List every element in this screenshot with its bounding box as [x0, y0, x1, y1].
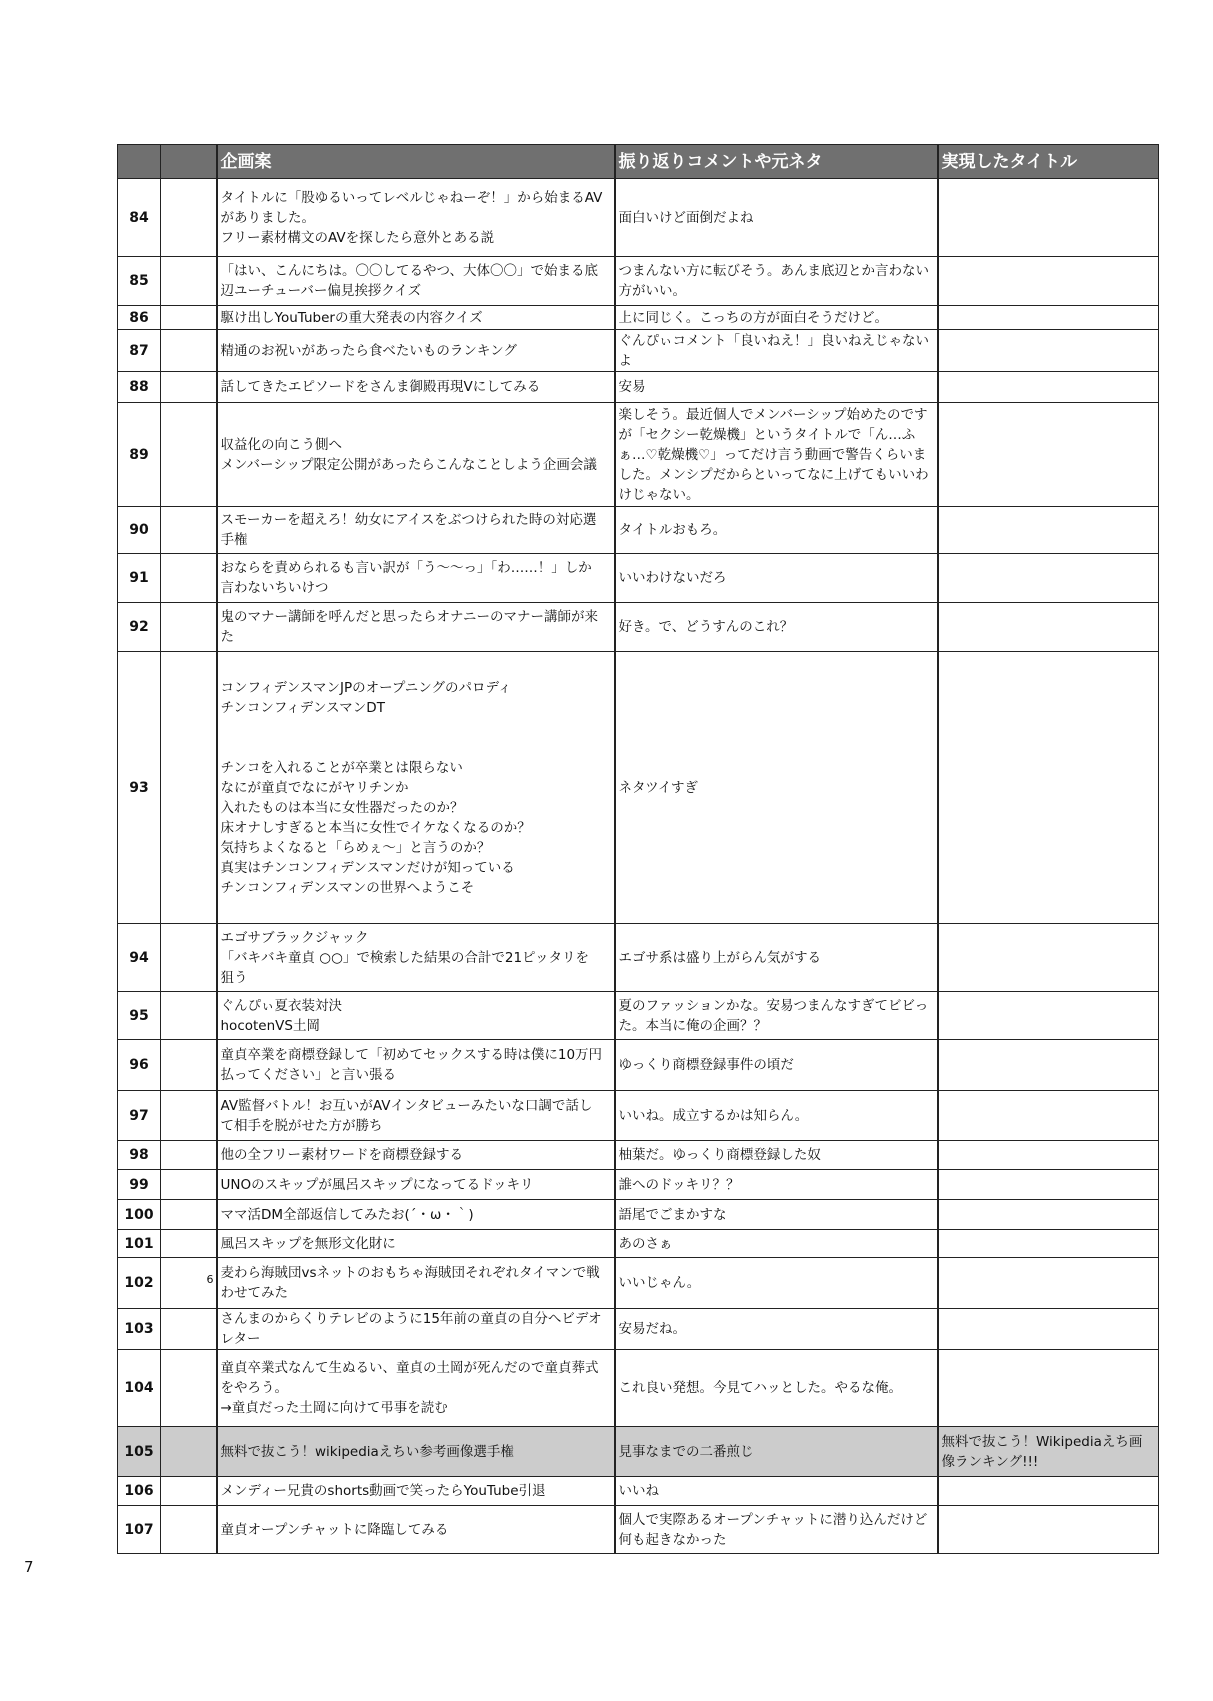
row-number: 100	[118, 1200, 161, 1230]
row-number: 84	[118, 179, 161, 257]
comment-cell: 上に同じく。こっちの方が面白そうだけど。	[615, 306, 938, 330]
plan-cell: スモーカーを超えろ！幼女にアイスをぶつけられた時の対応選 手権	[217, 507, 615, 554]
row-number: 88	[118, 372, 161, 403]
extra-cell	[161, 330, 217, 372]
title-cell	[938, 1040, 1159, 1091]
plan-cell: おならを責められるも言い訳が「う〜〜っ」「わ……！」しか 言わないちいけつ	[217, 554, 615, 603]
row-number: 92	[118, 603, 161, 652]
table-row	[118, 1258, 1159, 1309]
extra-cell	[161, 1040, 217, 1091]
plan-cell: 童貞卒業式なんて生ぬるい、童貞の土岡が死んだので童貞葬式 をやろう。 →童貞だった土岡に向けて弔事を読む	[217, 1350, 615, 1427]
table-row	[118, 1141, 1159, 1170]
plan-cell: 童貞オープンチャットに降臨してみる	[217, 1506, 615, 1554]
table-row	[118, 1350, 1159, 1427]
extra-cell	[161, 257, 217, 306]
plan-cell: 「はい、こんにちは。〇〇してるやつ、大体〇〇」で始まる底 辺ユーチューバー偏見挨拶クイズ	[217, 257, 615, 306]
extra-cell	[161, 1091, 217, 1141]
extra-cell	[161, 992, 217, 1040]
title-cell	[938, 179, 1159, 257]
row-number: 93	[118, 652, 161, 924]
plan-cell: メンディー兄貴のshorts動画で笑ったらYouTube引退	[217, 1477, 615, 1506]
title-cell	[938, 1506, 1159, 1554]
header-plan: 企画案	[217, 145, 615, 179]
row-number: 106	[118, 1477, 161, 1506]
comment-cell: いいじゃん。	[615, 1258, 938, 1309]
row-number: 105	[118, 1427, 161, 1477]
extra-cell	[161, 179, 217, 257]
row-number: 90	[118, 507, 161, 554]
plan-cell: 風呂スキップを無形文化財に	[217, 1230, 615, 1258]
comment-cell: 誰へのドッキリ？？	[615, 1170, 938, 1200]
title-cell	[938, 1258, 1159, 1309]
title-cell	[938, 403, 1159, 507]
extra-cell: 6	[161, 1258, 217, 1309]
extra-cell	[161, 652, 217, 924]
header-comment: 振り返りコメントや元ネタ	[615, 145, 938, 179]
extra-cell	[161, 603, 217, 652]
plan-cell: 駆け出しYouTuberの重大発表の内容クイズ	[217, 306, 615, 330]
ideas-table	[117, 144, 1159, 1554]
title-cell	[938, 1230, 1159, 1258]
table-row	[118, 554, 1159, 603]
comment-cell: 見事なまでの二番煎じ	[615, 1427, 938, 1477]
title-cell	[938, 1477, 1159, 1506]
table-row	[118, 179, 1159, 257]
comment-cell: 個人で実際あるオープンチャットに潜り込んだけど 何も起きなかった	[615, 1506, 938, 1554]
table-row	[118, 1309, 1159, 1350]
plan-cell: エゴサブラックジャック 「バキバキ童貞 ○○」で検索した結果の合計で21ピッタリを 狙う	[217, 924, 615, 992]
table-row	[118, 1200, 1159, 1230]
title-cell	[938, 652, 1159, 924]
plan-cell: 話してきたエピソードをさんま御殿再現Vにしてみる	[217, 372, 615, 403]
table-row	[118, 1477, 1159, 1506]
comment-cell: エゴサ系は盛り上がらん気がする	[615, 924, 938, 992]
title-cell	[938, 1170, 1159, 1200]
header-number	[118, 145, 161, 179]
title-cell	[938, 1141, 1159, 1170]
extra-cell	[161, 507, 217, 554]
plan-cell: 他の全フリー素材ワードを商標登録する	[217, 1141, 615, 1170]
comment-cell: いいね	[615, 1477, 938, 1506]
table-row	[118, 924, 1159, 992]
row-number: 102	[118, 1258, 161, 1309]
extra-cell	[161, 372, 217, 403]
plan-cell: 鬼のマナー講師を呼んだと思ったらオナニーのマナー講師が来 た	[217, 603, 615, 652]
comment-cell: ネタツイすぎ	[615, 652, 938, 924]
comment-cell: ぐんぴぃコメント「良いねえ！」良いねえじゃない よ	[615, 330, 938, 372]
plan-cell: タイトルに「股ゆるいってレベルじゃねーぞ！」から始まるAV がありました。 フリー素材構文のAVを探したら意外とある説	[217, 179, 615, 257]
extra-cell	[161, 1230, 217, 1258]
comment-cell: ゆっくり商標登録事件の頃だ	[615, 1040, 938, 1091]
title-cell	[938, 1309, 1159, 1350]
extra-cell	[161, 403, 217, 507]
title-cell	[938, 1200, 1159, 1230]
table-row	[118, 372, 1159, 403]
comment-cell: 好き。で、どうすんのこれ？	[615, 603, 938, 652]
plan-cell: ぐんぴぃ夏衣装対決 hocotenVS土岡	[217, 992, 615, 1040]
extra-cell	[161, 1506, 217, 1554]
title-cell	[938, 257, 1159, 306]
row-number: 104	[118, 1350, 161, 1427]
comment-cell: つまんない方に転びそう。あんま底辺とか言わない 方がいい。	[615, 257, 938, 306]
comment-cell: あのさぁ	[615, 1230, 938, 1258]
plan-cell: 精通のお祝いがあったら食べたいものランキング	[217, 330, 615, 372]
plan-cell: ママ活DM全部返信してみたお(´・ω・｀)	[217, 1200, 615, 1230]
table-row	[118, 1040, 1159, 1091]
extra-cell	[161, 554, 217, 603]
extra-cell	[161, 1200, 217, 1230]
row-number: 103	[118, 1309, 161, 1350]
title-cell	[938, 554, 1159, 603]
comment-cell: 夏のファッションかな。安易つまんなすぎてビビっ た。本当に俺の企画？？	[615, 992, 938, 1040]
extra-cell	[161, 924, 217, 992]
plan-cell: コンフィデンスマンJPのオープニングのパロディ チンコンフィデンスマンDT チンコを入れることが卒業とは限らない なにが童貞でなにがヤリチンか 入れたものは本当に女性器だったのか？ 床オナしすぎると本当に女性でイケなくなるのか？ 気持ちよくなると「らめぇ〜」と言うのか？ 真実はチンコンフィデンスマンだけが知っている チンコンフィデンスマンの世界へようこそ	[217, 652, 615, 924]
plan-cell: AV監督バトル！お互いがAVインタビューみたいな口調で話し て相手を脱がせた方が勝ち	[217, 1091, 615, 1141]
table-row	[118, 306, 1159, 330]
extra-cell	[161, 1170, 217, 1200]
row-number: 85	[118, 257, 161, 306]
comment-cell: いいね。成立するかは知らん。	[615, 1091, 938, 1141]
title-cell	[938, 507, 1159, 554]
table-row	[118, 330, 1159, 372]
extra-cell	[161, 1309, 217, 1350]
row-number: 97	[118, 1091, 161, 1141]
title-cell: 無料で抜こう！Wikipediaえち画 像ランキング!!!	[938, 1427, 1159, 1477]
table-row	[118, 652, 1159, 924]
row-number: 96	[118, 1040, 161, 1091]
title-cell	[938, 1350, 1159, 1427]
page-number: 7	[24, 1558, 34, 1576]
comment-cell: 柚葉だ。ゆっくり商標登録した奴	[615, 1141, 938, 1170]
extra-cell	[161, 1141, 217, 1170]
plan-cell: さんまのからくりテレビのように15年前の童貞の自分へビデオ レター	[217, 1309, 615, 1350]
row-number: 86	[118, 306, 161, 330]
plan-cell: 童貞卒業を商標登録して「初めてセックスする時は僕に10万円 払ってください」と言い張る	[217, 1040, 615, 1091]
title-cell	[938, 603, 1159, 652]
extra-cell	[161, 1350, 217, 1427]
row-number: 94	[118, 924, 161, 992]
comment-cell: これ良い発想。今見てハッとした。やるな俺。	[615, 1350, 938, 1427]
table-row	[118, 507, 1159, 554]
comment-cell: 面白いけど面倒だよね	[615, 179, 938, 257]
comment-cell: タイトルおもろ。	[615, 507, 938, 554]
row-number: 98	[118, 1141, 161, 1170]
row-number: 89	[118, 403, 161, 507]
plan-cell: UNOのスキップが風呂スキップになってるドッキリ	[217, 1170, 615, 1200]
title-cell	[938, 1091, 1159, 1141]
table-row	[118, 603, 1159, 652]
row-number: 95	[118, 992, 161, 1040]
title-cell	[938, 992, 1159, 1040]
table-row	[118, 257, 1159, 306]
row-number: 101	[118, 1230, 161, 1258]
table-row	[118, 992, 1159, 1040]
comment-cell: 楽しそう。最近個人でメンバーシップ始めたのです が「セクシー乾燥機」というタイトルで「ん…ふ ぁ…♡乾燥機♡」ってだけ言う動画で警告くらいま した。メンシプだからといってなに上げてもいいわ けじゃない。	[615, 403, 938, 507]
extra-cell	[161, 1477, 217, 1506]
row-number: 91	[118, 554, 161, 603]
comment-cell: 語尾でごまかすな	[615, 1200, 938, 1230]
plan-cell: 麦わら海賊団vsネットのおもちゃ海賊団それぞれタイマンで戦 わせてみた	[217, 1258, 615, 1309]
title-cell	[938, 330, 1159, 372]
title-cell	[938, 306, 1159, 330]
plan-cell: 無料で抜こう！wikipediaえちい参考画像選手権	[217, 1427, 615, 1477]
row-number: 107	[118, 1506, 161, 1554]
comment-cell: 安易だね。	[615, 1309, 938, 1350]
table-row	[118, 1091, 1159, 1141]
row-number: 99	[118, 1170, 161, 1200]
highlighted-table-row	[118, 1427, 1159, 1477]
header-row	[118, 145, 1159, 179]
header-extra	[161, 145, 217, 179]
header-title: 実現したタイトル	[938, 145, 1159, 179]
comment-cell: いいわけないだろ	[615, 554, 938, 603]
extra-cell	[161, 306, 217, 330]
table-row	[118, 1170, 1159, 1200]
title-cell	[938, 372, 1159, 403]
row-number: 87	[118, 330, 161, 372]
table-row	[118, 403, 1159, 507]
extra-cell	[161, 1427, 217, 1477]
table-row	[118, 1506, 1159, 1554]
comment-cell: 安易	[615, 372, 938, 403]
plan-cell: 収益化の向こう側へ メンバーシップ限定公開があったらこんなことしよう企画会議	[217, 403, 615, 507]
table-row	[118, 1230, 1159, 1258]
title-cell	[938, 924, 1159, 992]
